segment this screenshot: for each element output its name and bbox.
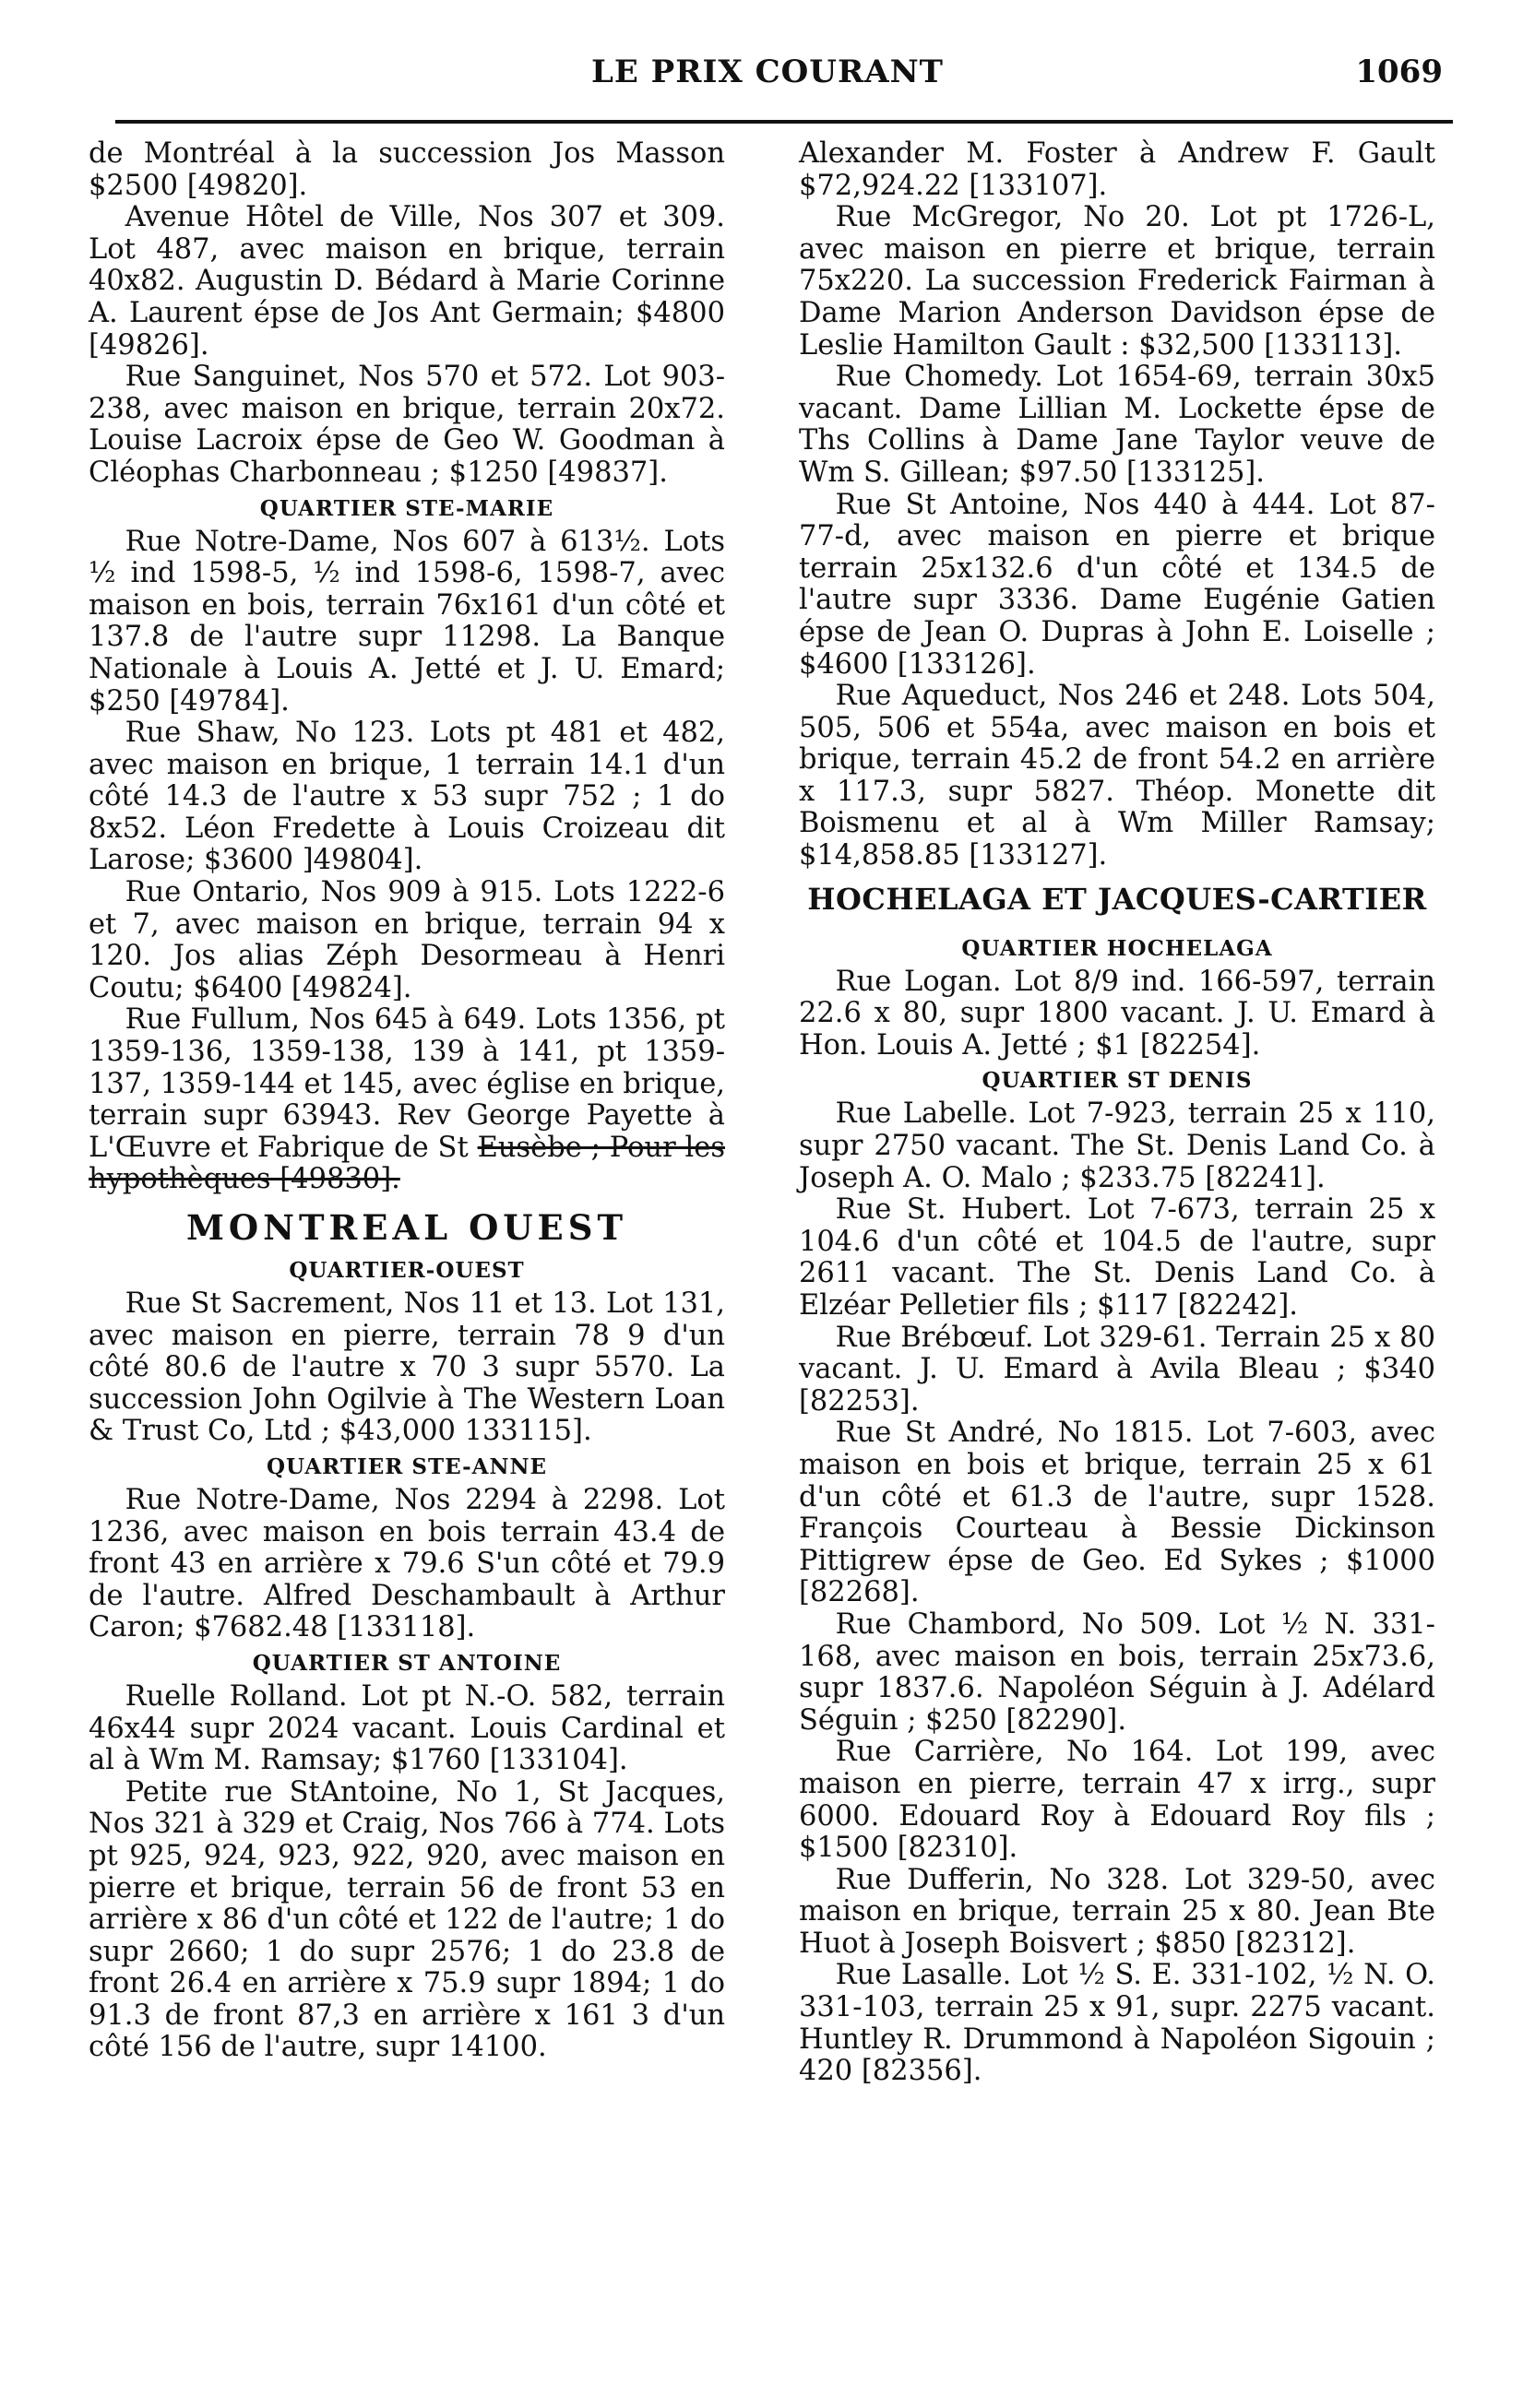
listing-entry: Rue Notre-Dame, Nos 607 à 613½. Lots ½ ind 1598-5, ½ ind 1598-6, 1598-7, avec maison en bois, terrain 76x161 d'un côté et 137.8 de l'autre supr 11298. La Banque Nationale à Louis A. Jetté et J. U. Emard; $250 [49784]. — [89, 525, 725, 718]
ward-heading: QUARTIER-OUEST — [289, 1258, 525, 1283]
listing-entry: de Montréal à la succession Jos Masson $2500 [49820]. — [89, 137, 725, 202]
left-column — [89, 138, 725, 2064]
ward-heading: QUARTIER STE-ANNE — [266, 1453, 548, 1479]
listing-entry: Rue Notre-Dame, Nos 2294 à 2298. Lot 1236, avec maison en bois terrain 43.4 de front 43 en arrière x 79.6 S'un côté et 79.9 de l'autre. Alfred Deschambault à Arthur Caron; $7682.48 [133118]. — [89, 1483, 725, 1644]
listing-entry: Petite rue StAntoine, No 1, St Jacques, Nos 321 à 329 et Craig, Nos 766 à 774. Lots pt 925, 924, 923, 922, 920, avec maison en pierre et brique, terrain 56 de front 53 en arrière x 86 d'un côté et 122 de l'autre; 1 do supr 2660; 1 do supr 2576; 1 do 23.8 de front 26.4 en arrière x 75.9 supr 1894; 1 do 91.3 de front 87,3 en arrière x 161 3 d'un côté 156 de l'autre, supr 14100. — [89, 1775, 725, 2064]
listing-entry: Rue Sanguinet, Nos 570 et 572. Lot 903-238, avec maison en brique, terrain 20x72. Louise Lacroix épse de Geo W. Goodman à Cléophas Charbonneau ; $1250 [49837]. — [89, 361, 725, 489]
header-rule — [115, 120, 1453, 124]
listing-entry: Alexander M. Foster à Andrew F. Gault $72,924.22 [133107]. — [799, 137, 1435, 202]
ward-heading: QUARTIER HOCHELAGA — [961, 935, 1273, 961]
listing-entry: Rue Chomedy. Lot 1654-69, terrain 30x5 vacant. Dame Lillian M. Lockette épse de Ths Collins à Dame Jane Taylor veuve de Wm S. Gillean; $97.50 [133125]. — [799, 361, 1435, 489]
page-header — [0, 53, 1535, 100]
ward-heading: QUARTIER STE-MARIE — [259, 495, 554, 521]
section-heading: MONTREAL OUEST — [185, 1207, 628, 1248]
listing-entry: Rue Ontario, Nos 909 à 915. Lots 1222-6 et 7, avec maison en brique, terrain 94 x 120. Jos alias Zéph Desormeau à Henri Coutu; $6400 [49824]. — [89, 876, 725, 1004]
publication-title: LE PRIX COURANT — [591, 53, 944, 90]
ward-heading: QUARTIER ST ANTOINE — [252, 1650, 562, 1676]
listing-entry: Ruelle Rolland. Lot pt N.-O. 582, terrain 46x44 supr 2024 vacant. Louis Cardinal et al à Wm M. Ramsay; $1760 [133104]. — [89, 1679, 725, 1777]
listing-entry: Rue St Antoine, Nos 440 à 444. Lot 87-77-d, avec maison en pierre et brique terrain 25x132.6 d'un côté et 134.5 de l'autre supr 3336. Dame Eugénie Gatien épse de Jean O. Dupras à John E. Loiselle ; $4600 [133126]. — [799, 488, 1435, 681]
listing-entry: Rue Shaw, No 123. Lots pt 481 et 482, avec maison en brique, 1 terrain 14.1 d'un côté 14.3 de l'autre x 53 supr 752 ; 1 do 8x52. Léon Fredette à Louis Croizeau dit Larose; $3600 ]49804]. — [89, 717, 725, 877]
listing-entry: Rue Brébœuf. Lot 329-61. Terrain 25 x 80 vacant. J. U. Emard à Avila Bleau ; $340 [82253]. — [799, 1321, 1435, 1418]
struck-text: Eusèbe ; Pour les hypothèques [49830]. — [89, 1131, 725, 1196]
listing-entry: Avenue Hôtel de Ville, Nos 307 et 309. Lot 487, avec maison en brique, terrain 40x82. Augustin D. Bédard à Marie Corinne A. Laurent épse de Jos Ant Germain; $4800 [49826]. — [89, 201, 725, 362]
listing-entry: Rue Carrière, No 164. Lot 199, avec maison en pierre, terrain 47 x irrg., supr 6000. Edouard Roy à Edouard Roy fils ; $1500 [82310]. — [799, 1736, 1435, 1865]
listing-entry: Rue St André, No 1815. Lot 7-603, avec maison en bois et brique, terrain 25 x 61 d'un côté et 61.3 de l'autre, supr 1528. François Courteau à Bessie Dickinson Pittigrew épse de Geo. Ed Sykes ; $1000 [82268]. — [799, 1417, 1435, 1609]
listing-entry: Rue St. Hubert. Lot 7-673, terrain 25 x 104.6 d'un côté et 104.5 de l'autre, supr 2611 vacant. The St. Denis Land Co. à Elzéar Pelletier fils ; $117 [82242]. — [799, 1193, 1435, 1322]
listing-entry: Rue Logan. Lot 8/9 ind. 166-597, terrain 22.6 x 80, supr 1800 vacant. J. U. Emard à Hon. Louis A. Jetté ; $1 [82254]. — [799, 965, 1435, 1062]
right-column — [799, 138, 1435, 2088]
listing-text: Rue Fullum, Nos 645 à 649. Lots 1356, pt 1359-136, 1359-138, 139 à 141, pt 1359-137, 1359-144 et 145, avec église en brique, terrain supr 63943. Rev George Payette à L'Œuvre et Fabrique de St — [89, 1003, 725, 1164]
listing-entry: Rue McGregor, No 20. Lot pt 1726-L, avec maison en pierre et brique, terrain 75x220. La succession Frederick Fairman à Dame Marion Anderson Davidson épse de Leslie Hamilton Gault : $32,500 [133113]. — [799, 201, 1435, 362]
listing-entry — [89, 1004, 725, 1196]
listing-entry: Rue Labelle. Lot 7-923, terrain 25 x 110, supr 2750 vacant. The St. Denis Land Co. à Joseph A. O. Malo ; $233.75 [82241]. — [799, 1097, 1435, 1194]
page-number: 1069 — [1355, 53, 1443, 90]
listing-entry: Rue Chambord, No 509. Lot ½ N. 331-168, avec maison en bois, terrain 25x73.6, supr 1837.6. Napoléon Séguin à J. Adélard Séguin ; $250 [82290]. — [799, 1607, 1435, 1737]
section-heading: HOCHELAGA ET JACQUES-CARTIER — [807, 881, 1427, 917]
listing-entry: Rue Aqueduct, Nos 246 et 248. Lots 504, 505, 506 et 554a, avec maison en bois et brique, terrain 45.2 de front 54.2 en arrière x 117.3, supr 5827. Théop. Monette dit Boismenu et al à Wm Miller Ramsay; $14,858.85 [133127]. — [799, 680, 1435, 872]
ward-heading: QUARTIER ST DENIS — [982, 1068, 1253, 1094]
listing-entry: Rue Dufferin, No 328. Lot 329-50, avec maison en brique, terrain 25 x 80. Jean Bte Huot à Joseph Boisvert ; $850 [82312]. — [799, 1863, 1435, 1960]
listing-entry: Rue Lasalle. Lot ½ S. E. 331-102, ½ N. O. 331-103, terrain 25 x 91, supr. 2275 vacant. Huntley R. Drummond à Napoléon Sigouin ; 420 [82356]. — [799, 1959, 1435, 2088]
listing-entry: Rue St Sacrement, Nos 11 et 13. Lot 131, avec maison en pierre, terrain 78 9 d'un côté 80.6 de l'autre x 70 3 supr 5570. La succession John Ogilvie à The Western Loan & Trust Co, Ltd ; $43,000 133115]. — [89, 1287, 725, 1448]
